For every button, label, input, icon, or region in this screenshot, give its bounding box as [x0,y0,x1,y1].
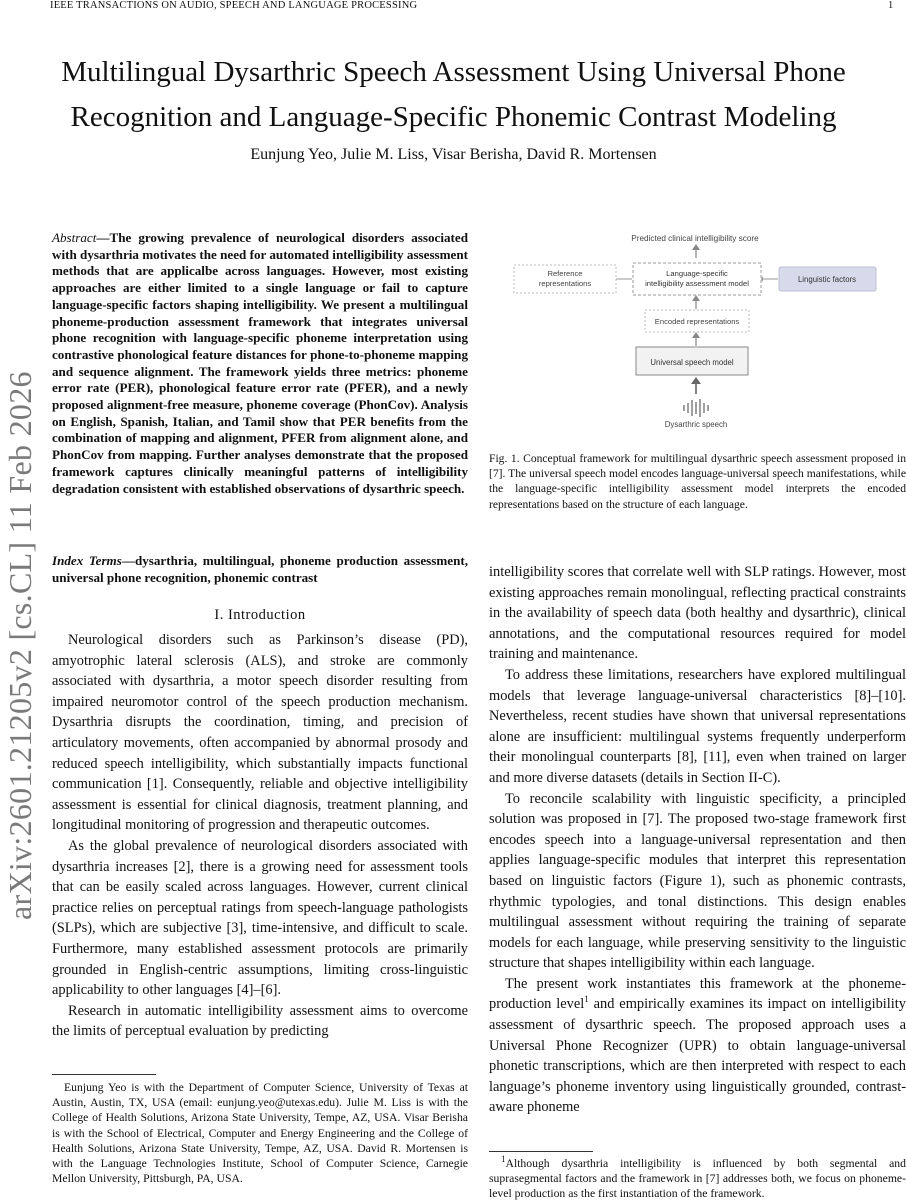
abstract-label: Abstract [52,230,97,245]
body-right-column [489,562,906,1118]
paper-title [40,50,867,140]
paragraph [489,974,906,1118]
paragraph-text: The present work instantiates this framework at the phoneme-production level [489,975,906,1013]
footnote-marker: 1 [584,994,589,1005]
paragraph: As the global prevalence of neurological disorders associated with dysarthria increases [2], there is a growing need for assessment tools that can be easily scaled across languages. However, current clinical practice relies on perceptual ratings from speech-language pathologists (SLPs), which are subjective [3], time-intensive, and difficult to scale. Furthermore, many established assessment protocols are primarily grounded in English-centric assumptions, limiting cross-linguistic applicability to other languages [4]–[6]. [52,837,468,999]
affiliation-footnote: Eunjung Yeo is with the Department of Computer Science, University of Texas at Austin, Austin, TX, USA (email: eunjung.yeo@utexas.edu). Julie M. Liss is with the College of Health Solutions, Arizona State University, Tempe, AZ, USA. Visar Berisha is with the School of Electrical, Computer and Energy Engineering and the College of Health Solutions, Arizona State University, Tempe, AZ, USA. David R. Mortensen is with the Language Technologies Institute, School of Computer Science, Carnegie Mellon University, Pittsburgh, PA, USA. [52,1081,468,1186]
author-list: Eunjung Yeo, Julie M. Liss, Visar Berisha, David R. Mortensen [250,146,657,163]
arxiv-stamp: arXiv:2601.21205v2 [cs.CL] 11 Feb 2026 [2,371,38,920]
dysarthric-speech-label: Dysarthric speech [664,420,728,429]
title-line-2: Recognition and Language-Specific Phonemic Contrast Modeling [70,101,837,133]
paragraph-text: and empirically examines its impact on intelligibility assessment of dysarthric speech. The proposed approach uses a Universal Phone Recognizer (UPR) to obtain language-universal phonetic transcriptions, which are then interpreted with respect to each language’s phoneme inventory using linguistically grounded, contrast-aware phoneme [489,996,906,1116]
abstract [52,230,468,497]
index-terms-label: Index Terms [52,553,122,568]
reference-label-line2: representations [538,279,592,288]
footnote-1-mark: 1 [501,1154,506,1165]
footnote-rule-right [489,1151,593,1152]
paragraph: To reconcile scalability with linguistic specificity, a principled solution was proposed in [7]. The proposed two-stage framework first encodes speech into a language-universal representation and then applies language-specific modules that interpret this representation based on linguistic factors (Figure 1), such as phonemic contrasts, rhythmic typologies, and tonal distinctions. This design enables multilingual assessment without requiring the training of separate models for each language, while preserving sensitivity to the linguistic structure that shapes intelligibility within each language. [489,790,906,972]
reference-label-line1: Reference [547,269,583,278]
paragraph: intelligibility scores that correlate well with SLP ratings. However, most existing approaches remain monolingual, reflecting practical constraints in the availability of speech data (both healthy and dysarthric), clinical annotations, and the computational resources required for model training and maintenance. [489,564,906,663]
figure-1 [489,228,906,438]
paragraph: To address these limitations, researchers have explored multilingual models that leverage language-universal characteristics [8]–[10]. Nevertheless, recent studies have shown that universal representations alone are insufficient: multilingual systems frequently underperform their monolingual counterparts [8], [11], even when trained on larger and more diverse datasets (details in Section II-C). [489,666,906,786]
section-heading: I. Introduction [214,607,306,623]
paragraph: Research in automatic intelligibility assessment aims to overcome the limits of perceptual evaluation by predicting [52,1002,468,1040]
footnote-1 [489,1156,906,1202]
index-terms [52,553,468,586]
linguistic-factors-label: Linguistic factors [797,275,857,284]
paragraph: Neurological disorders such as Parkinson’s disease (PD), amyotrophic lateral sclerosis (ALS), and stroke are commonly associated with dysarthria, a motor speech disorder resulting from impaired neuromotor control of the speech production mechanism. Dysarthria disrupts the coordination, timing, and precision of articulatory movements, often accompanied by abnormal prosody and reduced speech intelligibility, which substantially impacts functional communication [1]. Consequently, reliable and objective intelligibility assessment is essential for clinical diagnosis, treatment planning, and longitudinal monitoring of progression and therapeutic outcomes. [52,632,468,834]
index-terms-text: —dysarthria, multilingual, phoneme production assessment, universal phone recognition, phonemic contrast [52,553,468,585]
framework-diagram [489,228,906,438]
title-line-1: Multilingual Dysarthric Speech Assessment Using Universal Phone [61,56,846,88]
footnote-rule-left [52,1074,156,1075]
encoded-arrow-head [692,295,700,301]
predicted-score-label: Predicted clinical intelligibility score [631,234,759,243]
output-arrow-head [692,244,700,250]
figure-caption: Fig. 1. Conceptual framework for multilingual dysarthric speech assessment proposed in [7]. The universal speech model encodes language-universal speech manifestations, while the language-specific intelligibility assessment model interprets the encoded representations based on the structure of each language. [489,452,906,511]
journal-header: IEEE TRANSACTIONS ON AUDIO, SPEECH AND LANGUAGE PROCESSING [50,0,418,11]
abstract-text: —The growing prevalence of neurological disorders associated with dysarthria motivates the need for automated intelligibility assessment methods that are applicalbe across languages. However, most existing approaches are either limited to a single language or fail to capture language-specific factors shaping intelligibility. We present a multilingual phoneme-production assessment framework that integrates universal phone recognition with language-specific phoneme interpretation using contrastive phonological feature distances for phone-to-phoneme mapping and sequence alignment. The framework yields three metrics: phoneme error rate (PER), phonological feature error rate (PFER), and a newly proposed alignment-free measure, phoneme coverage (PhonCov). Analysis on English, Spanish, Italian, and Tamil show that PER benefits from the combination of mapping and alignment, PFER from alignment alone, and PhonCov from mapping. Further analyses demonstrate that the proposed framework captures clinically meaningful patterns of intelligibility degradation consistent with established observations of dysarthric speech. [52,230,468,496]
body-left-column [52,630,468,1042]
encoded-label: Encoded representations [654,317,740,326]
page-number: 1 [888,0,894,11]
input-arrow-head [691,377,701,384]
waveform-icon [684,399,708,417]
footnote-1-text: Although dysarthria intelligibility is influenced by both segmental and suprasegmental factors and the framework in [7] addresses both, we focus on phoneme-level production as the first instantiation of the framework. [489,1157,906,1201]
universal-arrow-head [692,332,700,338]
language-model-line1: Language-specific [666,269,728,278]
universal-model-label: Universal speech model [650,358,734,367]
language-model-line2: intelligibility assessment model [645,279,749,288]
